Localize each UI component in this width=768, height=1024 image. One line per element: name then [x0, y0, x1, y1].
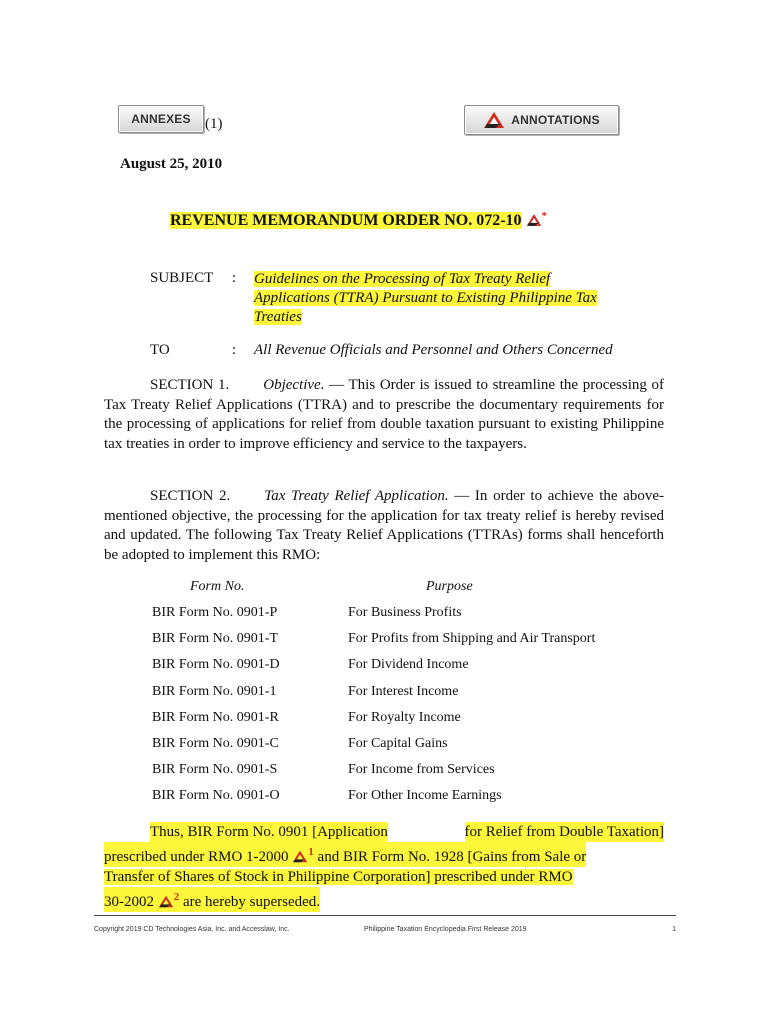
section-1: [104, 376, 664, 454]
annotation-logo-icon[interactable]: [292, 850, 308, 863]
page-title: REVENUE MEMORANDUM ORDER NO. 072-10: [170, 212, 522, 230]
closing-paragraph: [104, 822, 664, 912]
annotation-logo-icon[interactable]: [526, 213, 542, 227]
table-row-form: BIR Form No. 0901-S: [152, 762, 278, 778]
table-row-form: BIR Form No. 0901-R: [152, 709, 279, 725]
table-header-purpose: Purpose: [426, 579, 473, 594]
table-row-purpose: For Interest Income: [348, 683, 459, 699]
closing-line-4b: are hereby superseded.: [183, 894, 321, 910]
table-row-purpose: For Dividend Income: [348, 657, 469, 673]
footer-release: Philippine Taxation Encyclopedia First Release 2019: [364, 926, 527, 933]
table-row-form: BIR Form No. 0901-O: [152, 788, 280, 804]
to-colon: :: [232, 342, 237, 358]
footer-page-number: 1: [672, 926, 676, 933]
subject-value: [254, 270, 597, 327]
table-row-purpose: For Royalty Income: [348, 709, 461, 725]
title-mark: *: [541, 210, 548, 222]
table-row-form: BIR Form No. 0901-P: [152, 605, 278, 620]
footer-copyright: Copyright 2019 CD Technologies Asia, Inc. and Accesslaw, Inc.: [94, 926, 290, 933]
section-1-number: SECTION 1.: [150, 377, 230, 393]
annexes-button[interactable]: [118, 105, 204, 133]
table-header-form: Form No.: [190, 579, 245, 594]
page-title-wrap: [170, 210, 547, 230]
section-2: [104, 487, 664, 565]
to-value: All Revenue Officials and Personnel and Others Concerned: [254, 342, 613, 358]
table-row-form: BIR Form No. 0901-1: [152, 683, 277, 699]
section-2-text: — In order to achieve the above-mentioned objective, the processing for the application for tax treaty relief is hereby revised and updated. The following Tax Treaty Relief Applications (TTRAs) forms shall henceforth be adopted to implement this RMO:: [104, 488, 664, 563]
section-1-text: — This Order is issued to streamline the processing of Tax Treaty Relief Applications (TTRA) and to prescribe the documentary requirements for the processing of applications for relief from double taxation pursuant to existing Philippine tax treaties in order to improve efficiency and service to the taxpayers.: [104, 377, 665, 452]
table-row-purpose: For Profits from Shipping and Air Transport: [348, 631, 596, 647]
to-label: TO: [150, 342, 170, 358]
subject-line-1: Guidelines on the Processing of Tax Treaty Relief: [254, 271, 551, 287]
footer-divider: [94, 915, 676, 916]
subject-line-3: Treaties: [254, 309, 302, 325]
table-row-form: BIR Form No. 0901-D: [152, 657, 280, 673]
table-row-form: BIR Form No. 0901-T: [152, 631, 278, 647]
closing-part-2: for Relief from Double Taxation]: [464, 824, 664, 840]
section-2-heading: Tax Treaty Relief Application.: [264, 488, 449, 504]
closing-line-2b: and BIR Form No. 1928 [Gains from Sale or: [317, 849, 587, 865]
closing-line-4a: 30-2002: [104, 894, 154, 910]
closing-part-1: Thus, BIR Form No. 0901 [Application: [150, 824, 388, 840]
footnote-ref-2[interactable]: 2: [173, 891, 180, 903]
footnote-ref-1[interactable]: 1: [308, 846, 314, 858]
subject-label: SUBJECT: [150, 270, 214, 286]
closing-line-3: Transfer of Shares of Stock in Philippine Corporation] prescribed under RMO: [104, 869, 573, 885]
table-row-purpose: For Income from Services: [348, 762, 495, 778]
section-2-number: SECTION 2.: [150, 488, 231, 504]
table-row-form: BIR Form No. 0901-C: [152, 736, 279, 751]
annexes-label: ANNEXES: [131, 112, 191, 126]
closing-line-2a: prescribed under RMO 1-2000: [104, 849, 289, 865]
subject-line-2: Applications (TTRA) Pursuant to Existing Philippine Tax: [254, 290, 597, 306]
subject-colon: :: [232, 270, 237, 286]
annotation-logo-icon: [483, 111, 505, 129]
annotation-logo-icon[interactable]: [158, 895, 174, 908]
table-row-purpose: For Other Income Earnings: [348, 788, 502, 804]
annotations-button[interactable]: [464, 105, 619, 135]
annexes-count: (1): [205, 116, 223, 132]
section-1-heading: Objective.: [263, 377, 325, 393]
annotations-label: ANNOTATIONS: [511, 113, 600, 127]
document-date: August 25, 2010: [120, 156, 223, 172]
table-row-purpose: For Business Profits: [348, 605, 462, 620]
table-row-purpose: For Capital Gains: [348, 736, 448, 751]
